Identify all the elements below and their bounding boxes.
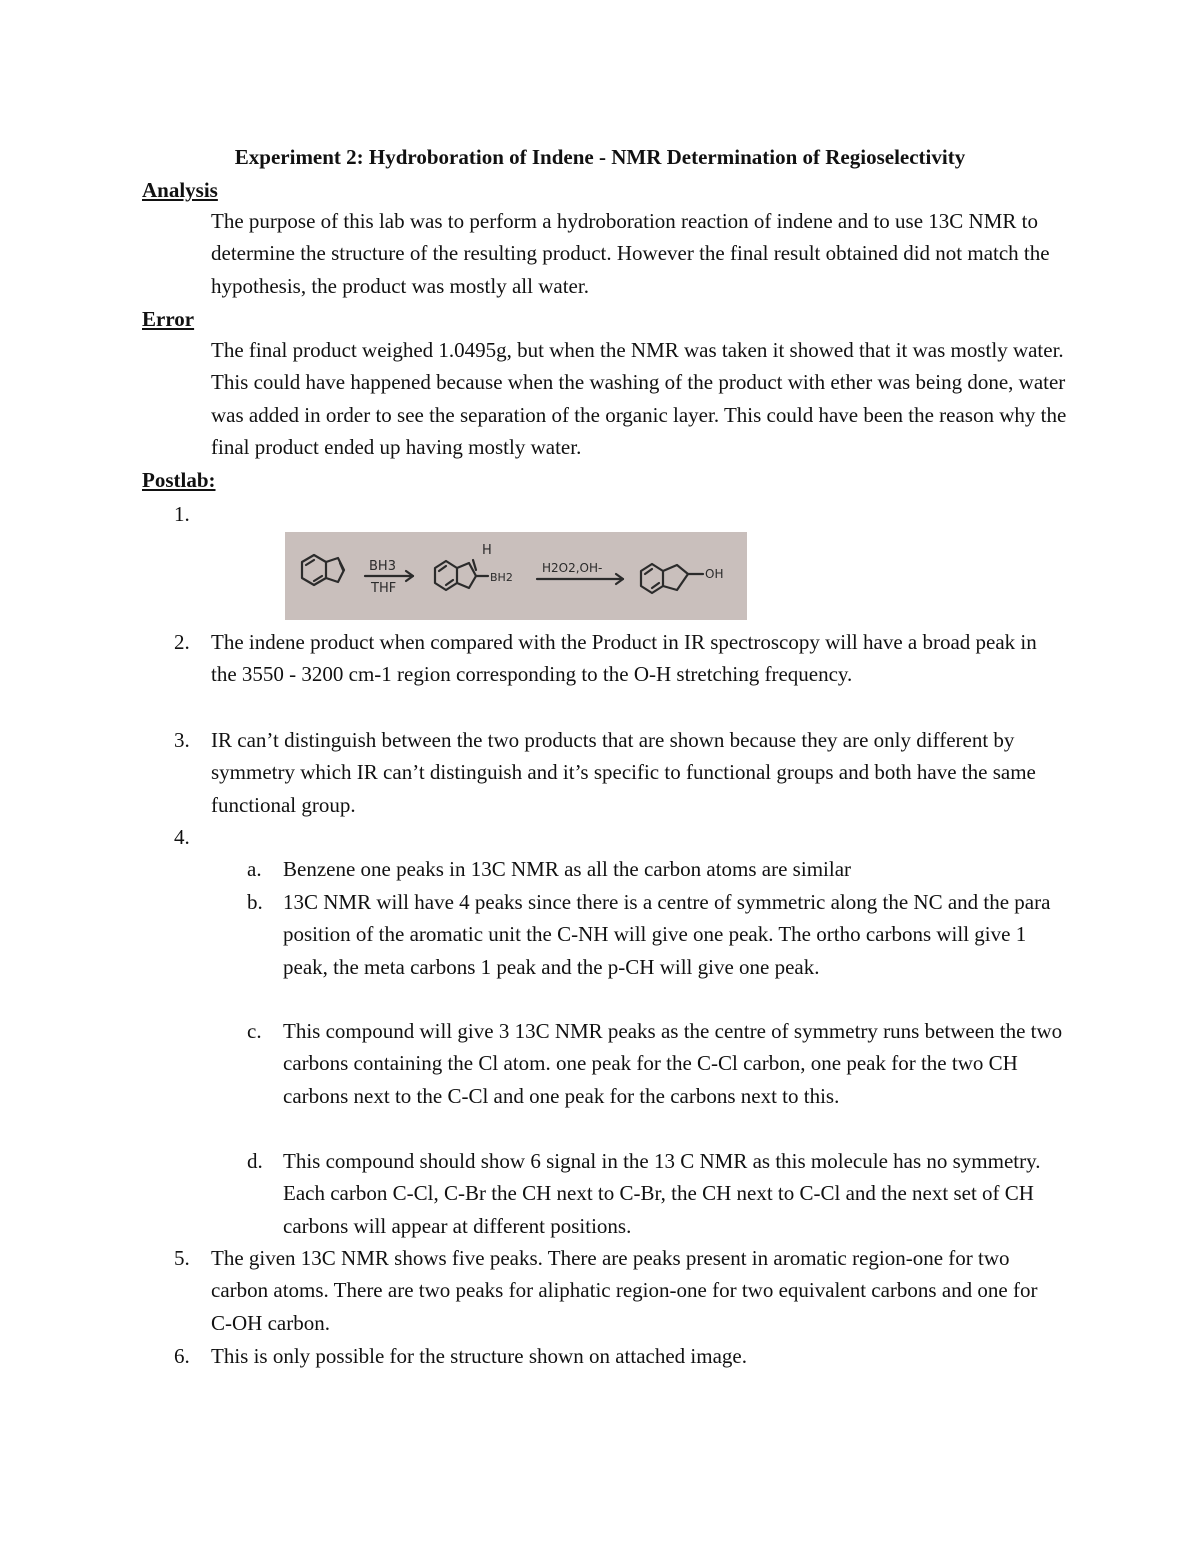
postlab-item-text: The indene product when compared with the Product in IR spectroscopy will have a broad peak in the 3550 - 3200 cm-1 region corresponding to the O-H stretching frequency. — [211, 630, 1037, 687]
document-title: Experiment 2: Hydroboration of Indene - NMR Determination of Regioselectivity — [234, 145, 966, 169]
indene-five-ring — [326, 558, 344, 582]
subitem-text: This compound will give 3 13C NMR peaks as the centre of symmetry runs between the two carbons containing the Cl atom. one peak for the C-Cl carbon, one peak for the two CH carbons next to the C-Cl and one peak for the carbons next to this. — [283, 1019, 1063, 1108]
subitem-letter: d. — [247, 1149, 263, 1173]
product-oh-label: OH — [705, 567, 724, 581]
error-heading: Error — [142, 307, 195, 331]
error-text: The final product weighed 1.0495g, but when the NMR was taken it showed that it was mostly water. This could have happened because when the washing of the product with ether was being done, water was added in order to see the separation of the organic layer. This could have been the reason why the final product ended up having mostly water. — [211, 338, 1067, 460]
subitem-text: Benzene one peaks in 13C NMR as all the carbon atoms are similar — [283, 857, 852, 881]
subitem-letter: c. — [247, 1019, 262, 1043]
reaction-scheme-image — [285, 532, 747, 620]
subitem-letter: b. — [247, 890, 263, 914]
postlab-item-number: 3. — [174, 728, 190, 752]
subitem-text: This compound should show 6 signal in the 13 C NMR as this molecule has no symmetry. Each carbon C-Cl, C-Br the CH next to C-Br, the CH next to C-Cl and the next set of CH carbons will appear at different positions. — [283, 1149, 1041, 1238]
postlab-item-text: This is only possible for the structure shown on attached image. — [211, 1344, 747, 1368]
postlab-item-number: 1. — [174, 502, 190, 526]
postlab-item-text: IR can’t distinguish between the two products that are shown because they are only different by symmetry which IR can’t distinguish and it’s specific to functional groups and both have the same functional group. — [211, 728, 1036, 817]
postlab-item-number: 4. — [174, 825, 190, 849]
postlab-item-text: The given 13C NMR shows five peaks. There are peaks present in aromatic region-one for two carbon atoms. There are two peaks for aliphatic region-one for two equivalent carbons and one for C-OH carbon. — [211, 1246, 1038, 1335]
subitem-text: 13C NMR will have 4 peaks since there is a centre of symmetric along the NC and the para position of the aromatic unit the C-NH will give one peak. The ortho carbons will give 1 peak, the meta carbons 1 peak and the p-CH will give one peak. — [283, 890, 1051, 979]
postlab-item-number: 6. — [174, 1344, 190, 1368]
postlab-item-number: 2. — [174, 630, 190, 654]
reaction-scheme-drawing — [285, 532, 747, 620]
postlab-item-number: 5. — [174, 1246, 190, 1270]
analysis-text: The purpose of this lab was to perform a hydroboration reaction of indene and to use 13C NMR to determine the structure of the resulting product. However the final result obtained did not match the hypothesis, the product was mostly all water. — [211, 209, 1050, 298]
subitem-letter: a. — [247, 857, 262, 881]
analysis-heading: Analysis — [142, 178, 218, 202]
substituent-h-label: H — [482, 543, 492, 558]
postlab-heading: Postlab: — [142, 468, 216, 492]
substituent-bh2-label: BH2 — [490, 571, 513, 584]
reagent-h2o2-label: H2O2,OH- — [542, 561, 603, 575]
reagent-thf-label: THF — [371, 581, 397, 596]
reagent-bh3-label: BH3 — [369, 559, 396, 574]
